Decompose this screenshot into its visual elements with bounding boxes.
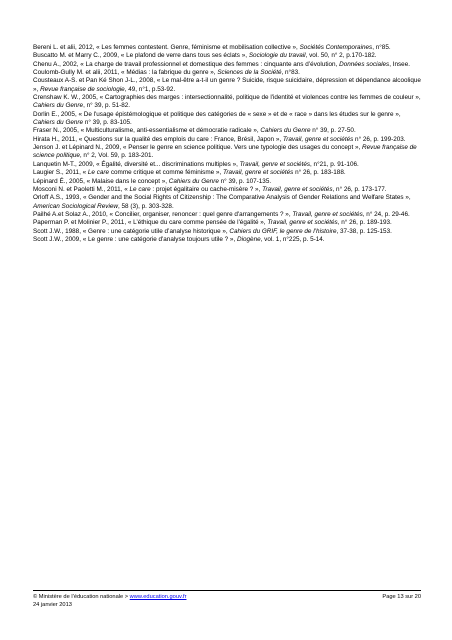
reference-text: Dorlin E., 2005, « De l'usage épistémologique et politique des catégories de « sexe » et de « race » dans les études sur le genre »,: [33, 110, 401, 118]
footer-row-top: [33, 594, 421, 602]
reference-text: n° 39, p. 107-135.: [218, 177, 272, 185]
page-footer: [33, 594, 421, 609]
reference-text: , Insee.: [389, 60, 410, 68]
reference-text: Laugier S., 2011, «: [33, 169, 88, 177]
footer-website-link[interactable]: www.education.gouv.fr: [129, 594, 187, 600]
reference-text: Fraser N., 2005, « Multiculturalisme, anti-essentialisme et démocratie radicale »,: [33, 127, 261, 135]
reference-source-title: Données sociales: [339, 60, 390, 68]
reference-text: Orloff A.S., 1993, « Gender and the Social Rights of Citizenship : The Comparative Analysis of Gender Relations and Welfare States »,: [33, 194, 411, 202]
reference-entry: [33, 77, 421, 94]
reference-source-title: Travail, genre et sociétés: [267, 219, 338, 227]
reference-text: Scott J.W., 1988, « Genre : une catégorie utile d’analyse historique »,: [33, 227, 230, 235]
reference-text: , vol. 1, n°225, p. 5-14.: [260, 235, 325, 243]
reference-text: , 37-38, p. 125-153.: [336, 227, 392, 235]
reference-source-title: Travail, genre et sociétés: [282, 135, 354, 143]
reference-entry: [33, 186, 421, 194]
reference-entry: [33, 194, 421, 211]
reference-source-title: American Sociological Review: [33, 202, 118, 210]
reference-entry: [33, 161, 421, 169]
footer-divider: [33, 590, 421, 591]
reference-text: , n°83.: [281, 69, 300, 77]
reference-text: , n° 26, p. 189-193.: [337, 219, 392, 227]
reference-text: , 49, n°1, p.53-92.: [124, 85, 176, 93]
reference-text: Crenshaw K. W., 2005, « Cartographies des marges : intersectionnalité, politique de l'identité et violences contre les femmes de couleur »,: [33, 94, 421, 102]
reference-entry: [33, 127, 421, 135]
reference-source-title: Revue française de science politique: [33, 144, 417, 160]
reference-text: Chenu A., 2002, « La charge de travail professionnel et domestique des femmes : cinquante ans d’évolution,: [33, 60, 340, 68]
footer-page-number: Page 13 sur 20: [382, 594, 421, 600]
reference-source-title: Travail, genre et sociétés: [292, 210, 363, 218]
reference-entry: [33, 219, 421, 227]
reference-text: n° 39, p. 27-50.: [310, 127, 356, 135]
reference-source-title: Travail, genre et sociétés: [222, 169, 294, 177]
reference-text: n° 39, p. 83-105.: [83, 119, 132, 127]
reference-entry: [33, 144, 421, 161]
reference-entry: [33, 111, 421, 128]
reference-entry: [33, 136, 421, 144]
reference-source-title: Cahiers du Genre: [33, 102, 84, 110]
reference-text: , n° 24, p. 29-46.: [362, 210, 410, 218]
reference-source-title: Le care: [129, 185, 151, 193]
reference-source-title: Travail, genre et sociétés: [262, 185, 333, 193]
reference-entry: [33, 211, 421, 219]
reference-text: Bereni L. et alii, 2012, « Les femmes contestent. Genre, féminisme et mobilisation collective »,: [33, 44, 300, 51]
reference-text: Paperman P. et Molinier P., 2011, « L’éthique du care comme pensée de l'égalité »,: [33, 219, 268, 227]
reference-entry: [33, 236, 421, 244]
reference-text: Pailhé A.et Solaz A., 2010, « Concilier, organiser, renoncer : quel genre d'arrangements ? »,: [33, 210, 293, 218]
reference-source-title: Sociétés Contemporaines: [299, 44, 373, 51]
reference-text: , n° 39, p. 51-82.: [83, 102, 131, 110]
reference-text: , n°21, p. 91-106.: [310, 160, 359, 168]
reference-text: Lanquetin M-T., 2009, « Égalité, diversité et... discriminations multiples »,: [33, 160, 240, 168]
reference-entry: [33, 228, 421, 236]
reference-text: Coulomb-Gully M. et alii, 2011, « Médias : la fabrique du genre »,: [33, 69, 218, 77]
reference-source-title: Revue française de sociologie: [40, 85, 125, 93]
reference-text: , 58 (3), p. 303-328.: [117, 202, 174, 210]
reference-source-title: Sciences de la Société: [217, 69, 282, 77]
reference-entry: [33, 94, 421, 111]
reference-source-title: Cahiers du Genre: [33, 119, 84, 127]
footer-date: 24 janvier 2013: [33, 601, 72, 608]
reference-text: n° 26, p. 183-188.: [293, 169, 346, 177]
reference-source-title: Diogène: [237, 235, 261, 243]
reference-text: Buscatto M. et Marry C., 2009, « Le plafond de verre dans tous ses éclats »,: [33, 52, 249, 60]
reference-source-title: Sociologie du travail: [248, 52, 306, 60]
reference-text: : projet égalitaire ou cache-misère ? »,: [150, 185, 263, 193]
footer-org: © Ministère de l’éducation nationale >: [33, 594, 130, 600]
reference-source-title: Cahiers du Genre: [260, 127, 311, 135]
reference-source-title: Cahiers du GRIF, le genre de l’histoire: [229, 227, 337, 235]
reference-text: comme critique et comme féminisme »,: [109, 169, 223, 177]
reference-text: Scott J.W., 2009, « Le genre : une catégorie d'analyse toujours utile ? »,: [33, 235, 237, 243]
reference-text: Cousteaux A-S. et Pan Ké Shon J-L., 2008, « Le mal-être a-t-il un genre ? Suicide, risque suicidaire, dépression et dépendance alcoolique »,: [33, 77, 421, 93]
reference-entry: [33, 178, 421, 186]
reference-entry: [33, 69, 421, 77]
reference-source-title: Le care: [87, 169, 110, 177]
reference-source-title: Travail, genre et sociétés: [239, 160, 311, 168]
reference-text: Lépinard É., 2005, « Malaise dans le concept »,: [33, 177, 169, 185]
reference-entry: [33, 61, 421, 69]
reference-source-title: Cahiers du Genre: [168, 177, 219, 185]
reference-text: Mosconi N. et Paoletti M., 2011, «: [33, 185, 130, 193]
reference-text: , n° 26, p. 173-177.: [332, 185, 387, 193]
bibliography-list: [33, 44, 421, 244]
reference-text: , vol. 50, n° 2, p.170-182.: [305, 52, 377, 60]
reference-entry: [33, 169, 421, 177]
reference-text: Jenson J. et Lépinard N., 2009, « Penser le genre en science politique. Vers une typologie des usages du concept »,: [33, 144, 363, 152]
reference-text: n° 26, p. 199-203.: [353, 135, 406, 143]
reference-text: , n°85.: [372, 44, 391, 51]
footer-publisher: [33, 594, 186, 602]
reference-text: Hirata H., 2011, « Questions sur la qualité des emplois du care : France, Brésil, Japon »,: [33, 135, 283, 143]
reference-entry: [33, 52, 421, 60]
reference-text: , n° 2, Vol. 59, p. 183-201.: [79, 152, 154, 160]
